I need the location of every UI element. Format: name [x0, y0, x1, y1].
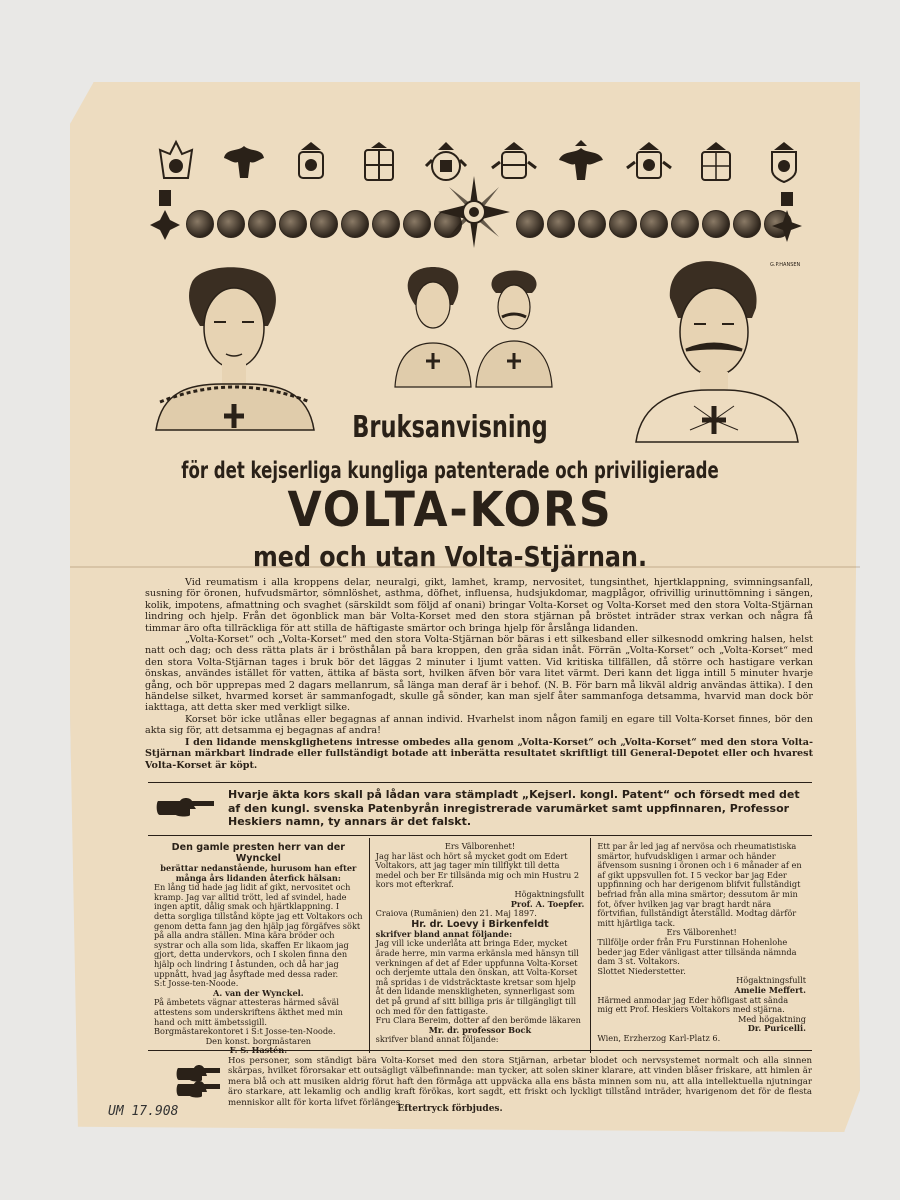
testimonial-body: Härmed anmodar jag Eder höfligast att sända mig ett Prof. Heskiers Voltakors med stjärna. [597, 994, 789, 1015]
greeting: Ers Välborenhet! [444, 841, 516, 851]
footer-text: Hos personer, som ständigt bära Volta-Korset med den stora Stjärnan, arbetar blodet och nervsystemet normalt och alla sinnen skärpas, hvilket förorsakar ett outsägligt välbefinnande: man tycker, att solen skiner klarare, att vinden blåser friskare, att himlen är mera blå och att musiken aldrig förut haft den förmåga att uppväcka alla ens bästa minnen som nu, att alla intellektuella njutningar äro starkare, att lekamlig och andlig kraft förökas, kort sagdt, ett friskt och lyckligt tillstånd inträder, hvarigenom det för de flesta menniskor allt för korta lifvet förlänges. [228, 1056, 812, 1108]
paragraph: „Volta-Korset“ och „Volta-Korset“ med den stora Volta-Stjärnan bör bäras i ett silkesband eller silkesnodd omkring halsen, helst natt och dag; och dess rätta plats är i brösthålan på bara kroppen, den gråa sidan inåt. Förrän „Volta-Korset“ och „Volta-Korset“ med den stora Volta-Stjärnan tages i bruk bör det läggas 2 minuter i ljumt vatten. Vid kritiska tillfällen, då större och hastigare verkan önskas, användes istället för vatten, ättika af bästa sort, hvilken äfven bör vara litet värmt. Deri kann det ligga intill 5 minuter hvarje gång, och bör upprepas med 2 dagars mellanrum, så länga man deraf är i behof. (N. B. För barn må likväl aldrig användas ättika). I den händelse silket, hvarmed korset är sammanfogadt, skulle gå sönder, kan man sjelf åter sammanfoga detsamma, hvarvid man dock bör iakttaga, att detta sker med verkligt silke. [145, 634, 813, 714]
title-volta-stjarnan: med och utan Volta-Stjärnan. [253, 540, 647, 573]
attestation: På ämbetets vägnar attesteras härmed såväl attestens som underskriftens äkthet med min hand och mitt ämbetssigill. [154, 997, 343, 1027]
man-portrait-small [474, 265, 554, 389]
testimonial-place: S:t Josse-ten-Noode. [154, 978, 239, 989]
paragraph: Vid reumatism i alla kroppens delar, neuralgi, gikt, lamhet, kramp, nervositet, tungsinthet, hjertklappning, svimningsanfall, susning för öronen, hufvudsmärtor, sömnlöshet, asthma, döfhet, influensa, hudsjukdomar, magplågor, ofrivillig urinuttömning i sängen, kolik, impotens, afmattning och svaghet (särskildt som följd af onani) bringar Volta-Korset og Volta-Korset med den stora Volta-Stjärnan lindring och hjelp. Från det ögonblick man bär Volta-Korset med den stora stjärnan på bröstet inträder strax verkan och några få timmar äro ofta tillräckliga för att stilla de häftigaste smärtor och bringa hjelp för årslånga lidanden. [145, 577, 813, 634]
subtitle-line: för det kejserliga kungliga patenterade och priviligierade [181, 458, 719, 484]
testimonial-signature: A. van der Wynckel. [213, 987, 304, 998]
medal-group-left [186, 210, 462, 238]
medal-icon [403, 210, 431, 238]
pointing-hand-icon [156, 795, 216, 819]
order-star-icon [772, 192, 802, 252]
medal-icon [733, 210, 761, 238]
regards: Med högaktning [737, 1013, 807, 1024]
medal-icon [217, 210, 245, 238]
medal-icon [578, 210, 606, 238]
testimonial-heading: Mr. dr. professor Bock [428, 1024, 532, 1035]
office2: Den konst. borgmästaren [205, 1035, 312, 1046]
greeting: Ers Välborenhet! [666, 927, 737, 938]
testimonial-signature: Prof. A. Toepfer. [510, 898, 585, 909]
regards: Högaktningsfullt [736, 975, 807, 986]
testimonial-signature: Dr. Puricelli. [747, 1023, 807, 1034]
testimonials [148, 838, 812, 1053]
testimonial-signature: Amelie Meffert. [734, 984, 807, 995]
medal-icon [341, 210, 369, 238]
testimonial-body: Ett par år led jag af nervösa och rheumatistiska smärtor, hufvudskligen i armar och händer äfvensom susning i öronen och i 6 månader af en af gikt uppsvullen fot. I 5 veckor bar jag Eder uppfinning och har derigenom blifvit fullständigt befriad från alla mina smärtor; dessutom är min fot, öfver hvilken jag var bragt hardt nära förtvifian, fullständigt återställd. Modtag därför mitt hjärtliga tack. [597, 841, 802, 928]
medal-icon [640, 210, 668, 238]
testimonial-body: Tillfölje order från Fru Furstinnan Hohenlohe beder jag Eder vänligast atter tillsända nämnda dam 3 st. Voltakors. [597, 936, 797, 967]
volta-star-icon [438, 176, 510, 248]
authenticity-notice [148, 782, 812, 836]
testimonial-body: Fru Clara Bereim, dotter af den berömde läkaren [375, 1015, 581, 1026]
inventory-number: UM 17.908 [108, 1104, 179, 1119]
testimonial-subheading: skrifver bland annat följande: [375, 1034, 499, 1045]
testimonial-heading: Hr. dr. Loevy i Birkenfeldt [411, 918, 549, 930]
paragraph: Korset bör icke utlånas eller begagnas af annan individ. Hvarhelst inom någon familj en egare till Volta-Korset finnes, bör den akta sig för, att detsamma ej begagnas af andra! [145, 713, 813, 737]
regards: Högaktningsfullt [514, 888, 585, 899]
testimonial-body: Jag har läst och hört så mycket godt om Edert Voltakors, att jag tager min tillflykt till detta medel och ber Er tillsända mig och min Hustru 2 kors mot efterkraf. [375, 850, 580, 890]
title-bruksanvisning: Bruksanvisning [352, 410, 548, 445]
medal-icon [702, 210, 730, 238]
medal-icon [372, 210, 400, 238]
medal-icon [310, 210, 338, 238]
divider [148, 1050, 812, 1051]
testimonial-column-2 [369, 838, 591, 1053]
office: Borgmästarekontoret i S:t Josse-ten-Noode. [154, 1026, 336, 1037]
reprint-notice: Eftertryck förbjudes. [397, 1104, 503, 1114]
testimonial-subheading: berättar nedanstående, hurusom han efter många års lidanden återfick hälsan: [160, 863, 357, 883]
medal-group-right [516, 210, 792, 238]
testimonial-place: Slottet Niederstetter. [597, 965, 686, 976]
testimonial-column-3 [590, 838, 812, 1053]
testimonial-body: Jag vill icke underlåta att bringa Eder, mycket ärade herre, min varma erkänsla med hänsyn till verkningen af det af Eder uppfunna Volta-Korset och derjemte uttala den önskan, att Volta-Korset må spridas i de vidsträcktaste kretsar som hjelp åt den lidande menskligheten, synnerligast som det på grund af sitt billiga pris är tillgängligt till och med för den fattigaste. [375, 938, 579, 1016]
medal-icon [248, 210, 276, 238]
testimonial-date: Craiova (Rumänien) den 21. Maj 1897. [375, 908, 537, 919]
testimonial-column-1 [148, 838, 369, 1053]
testimonial-subheading: skrifver bland annat följande: [375, 928, 513, 939]
medal-icon [279, 210, 307, 238]
pointing-hand-icon [176, 1064, 222, 1098]
testimonial-body: En lång tid hade jag lidit af gikt, nervositet och kramp. Jag var alltid trött, led af svindel, hade ingen aptit, dålig smak och hjärtklappning. I detta sorgliga tillstånd köpte jag ett Voltakors och genom detta fann jag den hjälp jag förgäfves sökt på alla andra ställen. Mina kära bröder och systrar och alla som lida, skaffen Er likaom jag gjort, detta undervkors, och I skolen finna den hjälp och lindring I åstunden, och då har jag uppnått, hvad jag åsyftade med dessa rader. [154, 882, 363, 979]
woman-portrait-large [152, 262, 318, 434]
engraver-signature: G.P.HANSEN [770, 262, 801, 268]
order-cross-icon [150, 190, 180, 250]
medal-icon [186, 210, 214, 238]
medal-icon [516, 210, 544, 238]
woman-portrait-small [393, 265, 473, 389]
paragraph: I den lidande menskglighetens intresse ombedes alla genom „Volta-Korset“ och „Volta-Korset“ med den stora Volta-Stjärnan märkbart lindrade eller fullständigt botade att inberätta resultatet skriftligt till General-Depotet eller och hvarest Volta-Korset är köpt. [145, 736, 813, 771]
title-volta-kors: VOLTA-KORS [287, 482, 613, 538]
medal-icon [609, 210, 637, 238]
notice-text: Hvarje äkta kors skall på lådan vara stämpladt „Kejserl. kongl. Patent“ och försedt med det af den kungl. svenska Patenbyrån inregistrerade varumärket samt uppfinnaren, Professor Heskiers namn, ty annars är det falskt. [228, 788, 800, 828]
instructions-text [145, 577, 813, 771]
medal-icon [547, 210, 575, 238]
medal-icon [671, 210, 699, 238]
testimonial-address: Wien, Erzherzog Karl-Platz 6. [597, 1032, 721, 1043]
testimonial-heading: Den gamle presten herr van der Wynckel [171, 842, 345, 864]
